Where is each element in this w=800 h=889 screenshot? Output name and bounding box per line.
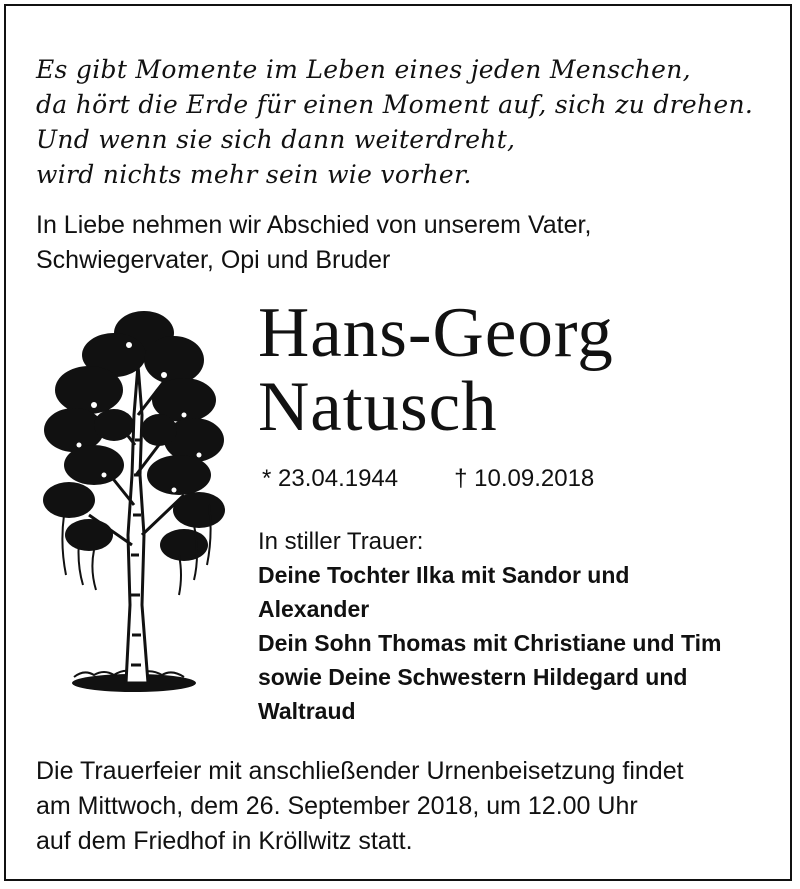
poem-line: da hört die Erde für einen Moment auf, sich zu drehen. xyxy=(36,90,754,119)
mourner-line: sowie Deine Schwestern Hildegard und xyxy=(258,664,688,690)
funeral-info xyxy=(36,754,776,859)
mourner-line: Deine Tochter Ilka mit Sandor und xyxy=(258,562,630,588)
life-dates xyxy=(262,462,762,496)
poem xyxy=(36,52,776,192)
funeral-line: auf dem Friedhof in Kröllwitz statt. xyxy=(36,827,413,855)
mourners-heading: In stiller Trauer: xyxy=(258,528,424,555)
intro-text xyxy=(36,208,776,278)
last-name: Natusch xyxy=(258,368,498,446)
mourner-line: Dein Sohn Thomas mit Christiane und Tim xyxy=(258,630,722,656)
deceased-name xyxy=(258,296,778,444)
mourner-line: Alexander xyxy=(258,596,370,622)
birch-tree-icon xyxy=(34,305,234,705)
death-date: † 10.09.2018 xyxy=(454,465,595,492)
funeral-line: am Mittwoch, dem 26. September 2018, um 12.00 Uhr xyxy=(36,792,638,820)
intro-line: Schwiegervater, Opi und Bruder xyxy=(36,246,391,274)
poem-line: Es gibt Momente im Leben eines jeden Menschen, xyxy=(36,55,691,84)
mourners-list xyxy=(258,558,778,728)
poem-line: Und wenn sie sich dann weiterdreht, xyxy=(36,125,516,154)
poem-line: wird nichts mehr sein wie vorher. xyxy=(36,160,472,189)
first-name: Hans-Georg xyxy=(258,294,614,372)
birth-date: * 23.04.1944 xyxy=(262,465,399,492)
intro-line: In Liebe nehmen wir Abschied von unserem Vater, xyxy=(36,211,592,239)
funeral-line: Die Trauerfeier mit anschließender Urnenbeisetzung findet xyxy=(36,757,684,785)
mourner-line: Waltraud xyxy=(258,698,356,724)
